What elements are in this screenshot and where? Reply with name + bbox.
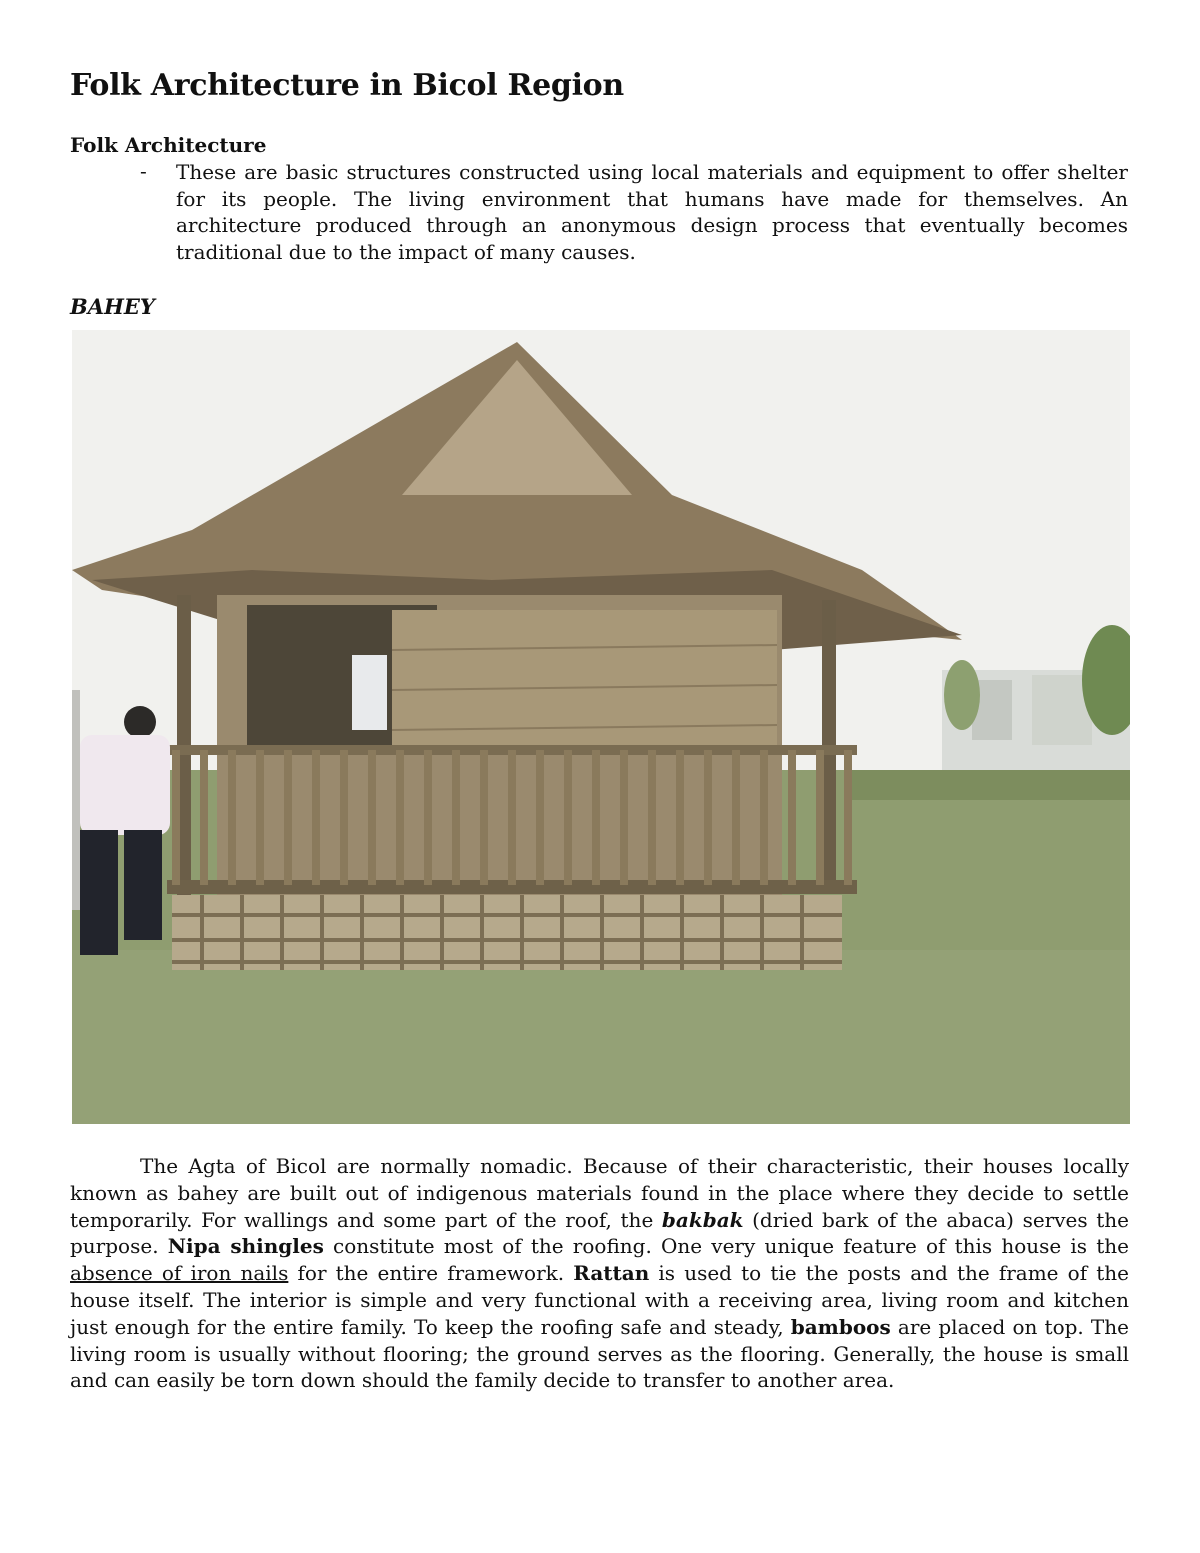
paragraph-text: is used to tie the posts and the frame of the house itself. The interior is simple and very functional with a receiving area, living room and kitchen just enough for the entire family. To keep the roofing safe and steady, xyxy=(70,1261,1129,1339)
thatched-hut-photo-icon xyxy=(72,330,1130,1124)
paragraph-text: The Agta of Bicol are normally nomadic. Because of their characteristic, their houses locally known as bahey are built out of indigenous materials found in the place where they decide to settle temporarily. For wallings and some part of the roof, the xyxy=(70,1154,1129,1232)
term-bamboos: bamboos xyxy=(790,1314,891,1339)
term-rattan: Rattan xyxy=(573,1261,650,1286)
bahey-description-paragraph xyxy=(70,1153,1129,1394)
paragraph-text: are placed on top. The living room is usually without flooring; the ground serves as the flooring. Generally, the house is small and can easily be torn down should the family decide to transfer to another area. xyxy=(70,1314,1129,1393)
paragraph-text: for the entire framework. xyxy=(288,1261,574,1286)
section-label-bahey: BAHEY xyxy=(70,294,155,319)
definition-bullet: These are basic structures constructed using local materials and equipment to offer shelter for its people. The living environment that humans have made for themselves. An architecture produced through an anonymous design process that eventually becomes traditional due to the impact of many causes. xyxy=(176,160,1128,264)
term-bakbak: bakbak xyxy=(661,1207,744,1232)
paragraph-text: (dried bark of the abaca) serves the purpose. xyxy=(70,1207,1130,1259)
term-absence-of-iron-nails: absence of iron nails xyxy=(70,1261,289,1286)
bahey-house-photo xyxy=(72,330,1130,1124)
page-title: Folk Architecture in Bicol Region xyxy=(70,68,624,103)
section-heading-folk-architecture: Folk Architecture xyxy=(70,133,267,157)
paragraph-text: constitute most of the roofing. One very unique feature of this house is the xyxy=(323,1234,1129,1259)
bullet-marker: - xyxy=(140,159,147,183)
term-nipa-shingles: Nipa shingles xyxy=(167,1234,324,1259)
